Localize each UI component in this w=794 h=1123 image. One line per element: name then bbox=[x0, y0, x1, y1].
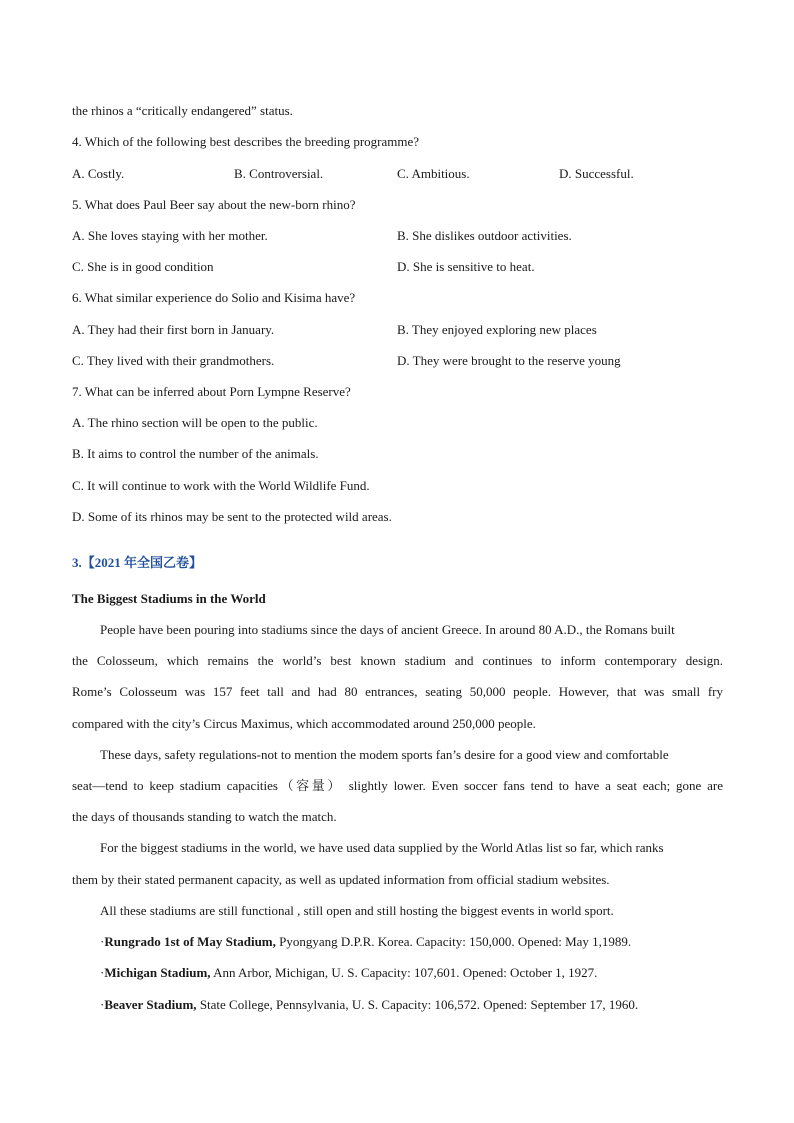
question-4-option-a: A. Costly. bbox=[72, 166, 125, 181]
section-heading: 3.【2021 年全国乙卷】 bbox=[72, 555, 203, 570]
question-6-option-c: C. They lived with their grandmothers. bbox=[72, 353, 275, 368]
stadium-name: Michigan Stadium, bbox=[104, 965, 211, 980]
question-5-option-d: D. She is sensitive to heat. bbox=[397, 259, 535, 274]
para1-line3: Rome’s Colosseum was 157 feet tall and had 80 entrances, seating 50,000 people. However, that was small fry bbox=[72, 684, 723, 699]
question-6-option-a: A. They had their first born in January. bbox=[72, 322, 275, 337]
question-4-option-d: D. Successful. bbox=[559, 166, 634, 181]
document-page bbox=[72, 0, 723, 1123]
para4-line: All these stadiums are still functional , still open and still hosting the biggest events in world sport. bbox=[100, 903, 614, 918]
question-4-stem: 4. Which of the following best describes the breeding programme? bbox=[72, 134, 420, 149]
question-7-stem: 7. What can be inferred about Porn Lympne Reserve? bbox=[72, 384, 351, 399]
stadium-list-item bbox=[100, 997, 638, 1013]
question-4-option-b: B. Controversial. bbox=[234, 166, 324, 181]
previous-passage-tail: the rhinos a “critically endangered” status. bbox=[72, 103, 293, 118]
question-6-option-b: B. They enjoyed exploring new places bbox=[397, 322, 597, 337]
question-4-option-c: C. Ambitious. bbox=[397, 166, 470, 181]
question-5-option-a: A. She loves staying with her mother. bbox=[72, 228, 268, 243]
para3-line1: For the biggest stadiums in the world, we have used data supplied by the World Atlas list so far, which ranks bbox=[100, 840, 664, 855]
stadium-details: Pyongyang D.P.R. Korea. Capacity: 150,000. Opened: May 1,1989. bbox=[275, 934, 632, 949]
para2-line1: These days, safety regulations-not to mention the modem sports fan’s desire for a good view and comfortable bbox=[100, 747, 669, 762]
stadium-details: Ann Arbor, Michigan, U. S. Capacity: 107,601. Opened: October 1, 1927. bbox=[210, 965, 598, 980]
question-7-option-d: D. Some of its rhinos may be sent to the protected wild areas. bbox=[72, 509, 392, 524]
stadium-list-item bbox=[100, 934, 631, 950]
passage-title: The Biggest Stadiums in the World bbox=[72, 591, 266, 606]
question-5-option-b: B. She dislikes outdoor activities. bbox=[397, 228, 572, 243]
question-6-option-d: D. They were brought to the reserve young bbox=[397, 353, 621, 368]
stadium-name: Beaver Stadium, bbox=[104, 997, 197, 1012]
stadium-details: State College, Pennsylvania, U. S. Capacity: 106,572. Opened: September 17, 1960. bbox=[196, 997, 639, 1012]
para1-line2: the Colosseum, which remains the world’s best known stadium and continues to inform contemporary design. bbox=[72, 653, 723, 668]
question-5-stem: 5. What does Paul Beer say about the new-born rhino? bbox=[72, 197, 356, 212]
bullet-dot: · bbox=[100, 997, 105, 1012]
question-7-option-b: B. It aims to control the number of the animals. bbox=[72, 446, 319, 461]
para2-line3: the days of thousands standing to watch the match. bbox=[72, 809, 337, 824]
stadium-list-item bbox=[100, 965, 597, 981]
question-5-option-c: C. She is in good condition bbox=[72, 259, 214, 274]
para3-line2: them by their stated permanent capacity, as well as updated information from official stadium websites. bbox=[72, 872, 610, 887]
question-6-stem: 6. What similar experience do Solio and Kisima have? bbox=[72, 290, 356, 305]
stadium-name: Rungrado 1st of May Stadium, bbox=[104, 934, 276, 949]
question-7-option-c: C. It will continue to work with the World Wildlife Fund. bbox=[72, 478, 370, 493]
para1-line1: People have been pouring into stadiums since the days of ancient Greece. In around 80 A.D., the Romans built bbox=[100, 622, 675, 637]
para2-line2: seat—tend to keep stadium capacities（容量） slightly lower. Even soccer fans tend to have a seat each; gone are bbox=[72, 778, 723, 793]
para1-line4: compared with the city’s Circus Maximus, which accommodated around 250,000 people. bbox=[72, 716, 536, 731]
bullet-dot: · bbox=[100, 934, 105, 949]
bullet-dot: · bbox=[100, 965, 105, 980]
question-7-option-a: A. The rhino section will be open to the public. bbox=[72, 415, 318, 430]
